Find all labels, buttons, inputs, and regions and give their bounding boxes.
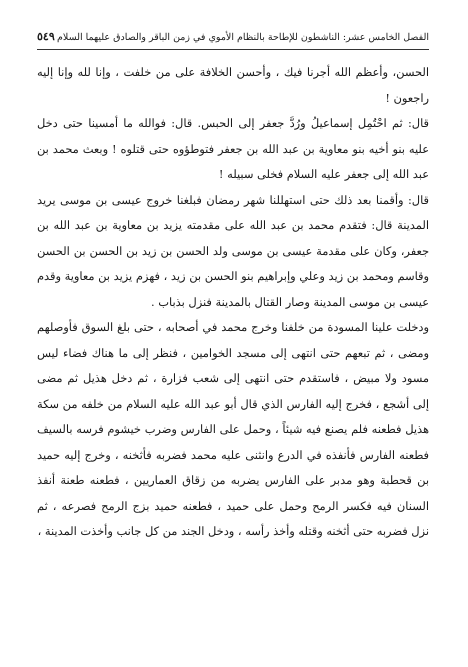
running-title: الفصل الخامس عشر: الناشطون للإطاحة بالنظام الأموي في زمن الباقر والصادق عليهما السلام xyxy=(57,32,429,43)
paragraph-4: ودخلت علينا المسودة من خلفنا وخرج محمد في أصحابه ، حتى بلغ السوق فأوصلهم ومضى ، ثم تبعهم حتى انتهى إلى مسجد الخوامين ، فنظر إلى ما هناك فضاء ليس مسود ولا مبيض ، فاستقدم حتى انتهى إلى شعب فزارة ، ثم دخل هذيل ثم مضى إلى أشجع ، فخرج إليه الفارس الذي قال أبو عبد الله عليه السلام من خلفه من سكة هذيل فطعنه فلم يصنع فيه شيئاً ، وحمل على الفارس وضرب خيشوم فرسه بالسيف فطعنه الفارس فأنفذه في الدرع وانثنى عليه محمد فضربه فأثخنه ، وخرج إليه حميد بن قحطبة وهو مدبر على الفارس يضربه من زقاق العماريين ، فطعنه طعنة أنفذ السنان فيه فكسر الرمح وحمل على حميد ، فطعنه حميد بزج الرمح فصرعه ، ثم نزل فضربه حتى أثخنه وقتله وأخذ رأسه ، ودخل الجند من كل جانب وأخذت المدينة ، xyxy=(37,320,429,538)
running-header xyxy=(37,30,429,45)
book-page xyxy=(37,30,429,545)
paragraph-3: قال: وأقمنا بعد ذلك حتى استهللنا شهر رمضان فبلغنا خروج عيسى بن موسى يريد المدينة قال: فتقدم محمد بن عبد الله على مقدمته يزيد بن معاوية بن عبد الله بن جعفر، وكان على مقدمة عيسى بن موسى ولد الحسن بن زيد بن الحسن بن الحسن وقاسم ومحمد بن زيد وعلي وإبراهيم بنو الحسن بن زيد ، فهزم يزيد بن معاوية وقدم عيسى بن موسى المدينة وصار القتال بالمدينة فنزل بذباب . xyxy=(37,192,429,309)
body-text xyxy=(37,60,429,545)
paragraph-2: قال: ثم احْتُمِل إسماعيلُ ورُدَّ جعفر إلى الحبس. قال: فوالله ما أمسينا حتى دخل عليه بنو أخيه بنو معاوية بن عبد الله بن جعفر فتوطؤوه حتى قتلوه ! وبعث محمد بن عبد الله إلى جعفر عليه السلام فخلى سبيله ! xyxy=(37,116,429,181)
header-rule xyxy=(37,49,429,50)
paragraph-1: الحسن، وأعظم الله أجرنا فيك ، وأحسن الخلافة على من خلفت ، وإنا لله وإنا إليه راجعون ! xyxy=(37,65,429,105)
page-number: ٥٤٩ xyxy=(37,30,55,43)
